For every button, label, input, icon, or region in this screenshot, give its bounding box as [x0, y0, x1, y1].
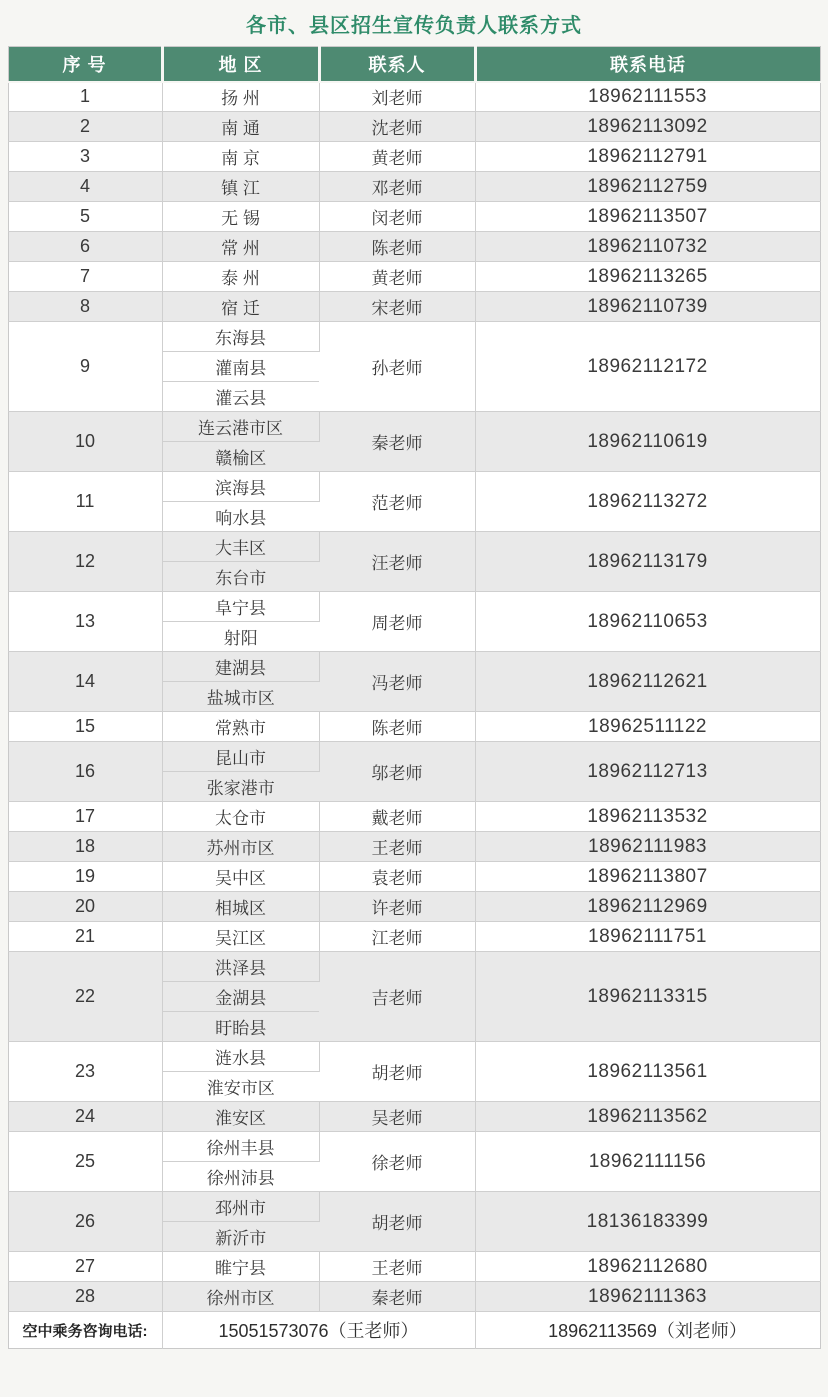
- phone-cell: 18962113315: [475, 952, 820, 1042]
- footer-label: 空中乘务咨询电话:: [8, 1312, 162, 1349]
- row-index-cell: 12: [8, 532, 162, 592]
- col-header-index: 序 号: [8, 47, 162, 82]
- phone-cell: 18962113507: [475, 202, 820, 232]
- contact-cell: 邬老师: [319, 742, 475, 802]
- row-index-cell: 26: [8, 1192, 162, 1252]
- table-row: [8, 532, 820, 562]
- contact-cell: 沈老师: [319, 112, 475, 142]
- row-index-cell: 25: [8, 1132, 162, 1192]
- region-cell: 扬 州: [162, 82, 319, 112]
- phone-cell: 18962113562: [475, 1102, 820, 1132]
- row-index-cell: 28: [8, 1282, 162, 1312]
- region-cell: 南 通: [162, 112, 319, 142]
- region-cell: 涟水县: [162, 1042, 319, 1072]
- contact-cell: 江老师: [319, 922, 475, 952]
- table-header: [8, 47, 820, 82]
- table-body: [8, 82, 820, 1349]
- region-cell: 太仓市: [162, 802, 319, 832]
- contact-cell: 闵老师: [319, 202, 475, 232]
- table-row: [8, 82, 820, 112]
- table-row: [8, 1252, 820, 1282]
- region-cell: 泰 州: [162, 262, 319, 292]
- phone-cell: 18962113179: [475, 532, 820, 592]
- row-index-cell: 17: [8, 802, 162, 832]
- contact-cell: 邓老师: [319, 172, 475, 202]
- row-index-cell: 15: [8, 712, 162, 742]
- region-cell: 新沂市: [162, 1222, 319, 1252]
- region-cell: 灌云县: [162, 382, 319, 412]
- phone-cell: 18962110739: [475, 292, 820, 322]
- table-row: [8, 862, 820, 892]
- table-row: [8, 322, 820, 352]
- phone-cell: 18962110619: [475, 412, 820, 472]
- phone-cell: 18962111983: [475, 832, 820, 862]
- table-row: [8, 712, 820, 742]
- row-index-cell: 19: [8, 862, 162, 892]
- col-header-region: 地 区: [162, 47, 319, 82]
- contact-cell: 周老师: [319, 592, 475, 652]
- row-index-cell: 1: [8, 82, 162, 112]
- region-cell: 盐城市区: [162, 682, 319, 712]
- phone-cell: 18962112172: [475, 322, 820, 412]
- table-row: [8, 742, 820, 772]
- table-row: [8, 262, 820, 292]
- region-cell: 滨海县: [162, 472, 319, 502]
- row-index-cell: 8: [8, 292, 162, 322]
- contact-cell: 吴老师: [319, 1102, 475, 1132]
- contact-cell: 胡老师: [319, 1192, 475, 1252]
- table-row: [8, 952, 820, 982]
- table-row: [8, 892, 820, 922]
- table-row: [8, 1102, 820, 1132]
- contact-cell: 陈老师: [319, 712, 475, 742]
- region-cell: 常 州: [162, 232, 319, 262]
- row-index-cell: 3: [8, 142, 162, 172]
- row-index-cell: 10: [8, 412, 162, 472]
- table-row: [8, 472, 820, 502]
- row-index-cell: 7: [8, 262, 162, 292]
- table-row: [8, 1282, 820, 1312]
- region-cell: 连云港市区: [162, 412, 319, 442]
- row-index-cell: 6: [8, 232, 162, 262]
- phone-cell: 18962113272: [475, 472, 820, 532]
- table-row: [8, 1042, 820, 1072]
- region-cell: 淮安区: [162, 1102, 319, 1132]
- row-index-cell: 24: [8, 1102, 162, 1132]
- phone-cell: 18962112713: [475, 742, 820, 802]
- contact-cell: 戴老师: [319, 802, 475, 832]
- region-cell: 镇 江: [162, 172, 319, 202]
- contact-cell: 吉老师: [319, 952, 475, 1042]
- contact-cell: 黄老师: [319, 142, 475, 172]
- table-row: [8, 1192, 820, 1222]
- phone-cell: 18962111751: [475, 922, 820, 952]
- phone-cell: 18962113092: [475, 112, 820, 142]
- row-index-cell: 18: [8, 832, 162, 862]
- phone-cell: 18962511122: [475, 712, 820, 742]
- contact-cell: 秦老师: [319, 1282, 475, 1312]
- row-index-cell: 22: [8, 952, 162, 1042]
- region-cell: 邳州市: [162, 1192, 319, 1222]
- contact-cell: 王老师: [319, 1252, 475, 1282]
- region-cell: 建湖县: [162, 652, 319, 682]
- table-row: [8, 802, 820, 832]
- row-index-cell: 21: [8, 922, 162, 952]
- contact-cell: 冯老师: [319, 652, 475, 712]
- region-cell: 常熟市: [162, 712, 319, 742]
- region-cell: 相城区: [162, 892, 319, 922]
- row-index-cell: 27: [8, 1252, 162, 1282]
- row-index-cell: 20: [8, 892, 162, 922]
- footer-phone-right: 18962113569（刘老师）: [475, 1312, 820, 1349]
- region-cell: 大丰区: [162, 532, 319, 562]
- row-index-cell: 23: [8, 1042, 162, 1102]
- phone-cell: 18962111553: [475, 82, 820, 112]
- contact-cell: 刘老师: [319, 82, 475, 112]
- phone-cell: 18962113532: [475, 802, 820, 832]
- phone-cell: 18962111363: [475, 1282, 820, 1312]
- table-row: [8, 652, 820, 682]
- region-cell: 睢宁县: [162, 1252, 319, 1282]
- phone-cell: 18962112680: [475, 1252, 820, 1282]
- phone-cell: 18962112759: [475, 172, 820, 202]
- contact-cell: 陈老师: [319, 232, 475, 262]
- table-row: [8, 112, 820, 142]
- row-index-cell: 11: [8, 472, 162, 532]
- region-cell: 徐州市区: [162, 1282, 319, 1312]
- phone-cell: 18962111156: [475, 1132, 820, 1192]
- region-cell: 苏州市区: [162, 832, 319, 862]
- phone-cell: 18962113265: [475, 262, 820, 292]
- region-cell: 吴中区: [162, 862, 319, 892]
- contacts-table: [8, 46, 821, 1349]
- phone-cell: 18962110653: [475, 592, 820, 652]
- region-cell: 灌南县: [162, 352, 319, 382]
- table-row: [8, 592, 820, 622]
- contact-cell: 黄老师: [319, 262, 475, 292]
- region-cell: 无 锡: [162, 202, 319, 232]
- contact-cell: 许老师: [319, 892, 475, 922]
- row-index-cell: 5: [8, 202, 162, 232]
- footer-phone-left: 15051573076（王老师）: [162, 1312, 475, 1349]
- header-row: [8, 47, 820, 82]
- region-cell: 金湖县: [162, 982, 319, 1012]
- row-index-cell: 2: [8, 112, 162, 142]
- table-row: [8, 832, 820, 862]
- table-row: [8, 202, 820, 232]
- row-index-cell: 13: [8, 592, 162, 652]
- region-cell: 射阳: [162, 622, 319, 652]
- table-row: [8, 922, 820, 952]
- phone-cell: 18962110732: [475, 232, 820, 262]
- table-row: [8, 232, 820, 262]
- row-index-cell: 16: [8, 742, 162, 802]
- region-cell: 宿 迁: [162, 292, 319, 322]
- contact-cell: 秦老师: [319, 412, 475, 472]
- contact-cell: 范老师: [319, 472, 475, 532]
- table-row: [8, 412, 820, 442]
- table-row: [8, 142, 820, 172]
- phone-cell: 18962112621: [475, 652, 820, 712]
- region-cell: 淮安市区: [162, 1072, 319, 1102]
- phone-cell: 18962112791: [475, 142, 820, 172]
- region-cell: 南 京: [162, 142, 319, 172]
- footer-row: [8, 1312, 820, 1349]
- page-title: 各市、县区招生宣传负责人联系方式: [246, 15, 582, 37]
- phone-cell: 18962113561: [475, 1042, 820, 1102]
- contact-cell: 袁老师: [319, 862, 475, 892]
- region-cell: 盱眙县: [162, 1012, 319, 1042]
- col-header-contact: 联系人: [319, 47, 475, 82]
- region-cell: 吴江区: [162, 922, 319, 952]
- contact-cell: 王老师: [319, 832, 475, 862]
- region-cell: 洪泽县: [162, 952, 319, 982]
- table-row: [8, 1132, 820, 1162]
- contact-cell: 徐老师: [319, 1132, 475, 1192]
- region-cell: 东台市: [162, 562, 319, 592]
- region-cell: 昆山市: [162, 742, 319, 772]
- region-cell: 东海县: [162, 322, 319, 352]
- region-cell: 阜宁县: [162, 592, 319, 622]
- contact-cell: 孙老师: [319, 322, 475, 412]
- row-index-cell: 4: [8, 172, 162, 202]
- region-cell: 张家港市: [162, 772, 319, 802]
- row-index-cell: 9: [8, 322, 162, 412]
- contact-cell: 宋老师: [319, 292, 475, 322]
- region-cell: 徐州沛县: [162, 1162, 319, 1192]
- region-cell: 徐州丰县: [162, 1132, 319, 1162]
- region-cell: 赣榆区: [162, 442, 319, 472]
- phone-cell: 18136183399: [475, 1192, 820, 1252]
- col-header-phone: 联系电话: [475, 47, 820, 82]
- contact-cell: 汪老师: [319, 532, 475, 592]
- region-cell: 响水县: [162, 502, 319, 532]
- phone-cell: 18962113807: [475, 862, 820, 892]
- phone-cell: 18962112969: [475, 892, 820, 922]
- table-row: [8, 172, 820, 202]
- table-row: [8, 292, 820, 322]
- row-index-cell: 14: [8, 652, 162, 712]
- contact-cell: 胡老师: [319, 1042, 475, 1102]
